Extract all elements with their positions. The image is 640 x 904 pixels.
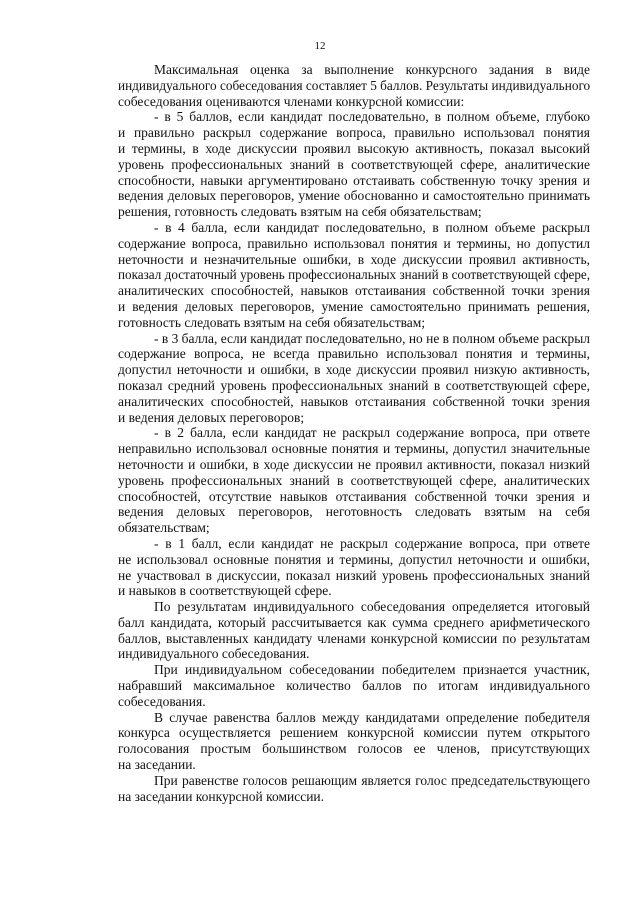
text-line: не использовал основные понятия и термины, допустил неточности и ошибки,: [118, 551, 590, 567]
text-line: набравший максимальное количество баллов по итогам индивидуального: [118, 678, 590, 694]
text-line: показал средний уровень профессиональных знаний в соответствующей сфере,: [118, 377, 590, 393]
text-line: балл кандидата, который рассчитывается как сумма среднего арифметического: [118, 614, 590, 630]
text-line: Максимальная оценка за выполнение конкурсного задания в виде: [154, 62, 590, 77]
text-line: неправильно использовал основные понятия и термины, допустил значительные: [118, 441, 590, 457]
text-line: обязательствам;: [118, 520, 210, 536]
text-line: собеседования.: [118, 693, 206, 709]
text-line: и термины, в ходе дискуссии проявил высокую активность, показал высокий: [118, 140, 590, 156]
text-line: содержание вопроса, не всегда правильно использовал понятия и термины,: [118, 346, 590, 362]
text-line: не участвовал в дискуссии, показал низкий уровень профессиональных знаний: [118, 567, 590, 583]
text-line: аналитических способностей, навыков отстаивания собственной точки зрения: [118, 283, 590, 299]
text-line: - в 5 баллов, если кандидат последовательно, в полном объеме, глубоко: [154, 109, 590, 125]
text-line: на заседании конкурсной комиссии.: [118, 788, 325, 804]
text-line: уровень профессиональных знаний в соответствующей сфере, аналитических: [118, 472, 590, 488]
text-line: - в 4 балла, если кандидат последовательно, в полном объеме раскрыл: [154, 219, 590, 235]
text-line: на заседании.: [118, 757, 196, 773]
text-line: индивидуального собеседования составляет 5 баллов. Результаты индивидуального: [118, 77, 591, 93]
text-line: уровень профессиональных знаний в соответствующей сфере, аналитические: [118, 156, 590, 172]
text-line: и правильно раскрыл содержание вопроса, правильно использовал понятия: [118, 125, 590, 141]
text-line: и навыков в соответствующей сфере.: [118, 583, 332, 599]
text-line: аналитических способностей, навыков отстаивания собственной точки зрения: [118, 393, 590, 409]
text-line: неточности и незначительные ошибки, в ходе дискуссии проявил активность,: [118, 251, 590, 267]
text-line: конкурса осуществляется решением конкурсной комиссии путем открытого: [118, 725, 590, 741]
text-line: ведения деловых переговоров, неготовность следовать взятым на себя: [118, 504, 590, 520]
text-line: показал достаточный уровень профессиональных знаний в соответствующей сфере,: [118, 267, 590, 283]
text-line: баллов, выставленных кандидату членами конкурсной комиссии по результатам: [118, 630, 590, 646]
text-line: содержание вопроса, правильно использовал понятия и термины, но допустил: [118, 235, 590, 251]
text-line: - в 3 балла, если кандидат последовательно, но не в полном объеме раскрыл: [154, 330, 590, 346]
text-line: и ведения деловых переговоров;: [118, 409, 305, 425]
text-line: решения, готовность следовать взятым на себя обязательствам;: [118, 204, 482, 220]
text-line: При индивидуальном собеседовании победителем признается участник,: [154, 662, 590, 678]
text-line: неточности и ошибки, в ходе дискуссии не проявил активности, показал низкий: [118, 456, 590, 472]
text-line: готовность следовать взятым на себя обязательствам;: [118, 314, 426, 330]
text-line: собеседования оцениваются членами конкурсной комиссии:: [118, 93, 465, 109]
text-line: способностей, отсутствие навыков отстаивания собственной точки зрения и: [118, 488, 590, 504]
text-line: По результатам индивидуального собеседования определяется итоговый: [154, 599, 590, 615]
page-number: 12: [314, 40, 326, 52]
text-line: - в 2 балла, если кандидат не раскрыл содержание вопроса, при ответе: [154, 425, 590, 441]
text-line: При равенстве голосов решающим является голос председательствующего: [154, 772, 590, 788]
text-line: допустил неточности и ошибки, в ходе дискуссии проявил низкую активность,: [118, 362, 590, 378]
text-line: В случае равенства баллов между кандидатами определение победителя: [154, 709, 590, 725]
text-line: голосования простым большинством голосов ее членов, присутствующих: [118, 741, 590, 757]
text-line: ведения деловых переговоров, умение обоснованно и самостоятельно принимать: [118, 188, 590, 204]
text-line: и ведения деловых переговоров, умение самостоятельно принимать решения,: [118, 298, 590, 314]
text-line: способности, навыки аргументировано отстаивать собственную точку зрения и: [118, 172, 590, 188]
text-line: индивидуального собеседования.: [118, 646, 310, 662]
text-line: - в 1 балл, если кандидат не раскрыл содержание вопроса, при ответе: [154, 535, 590, 551]
document-body: [118, 62, 590, 804]
